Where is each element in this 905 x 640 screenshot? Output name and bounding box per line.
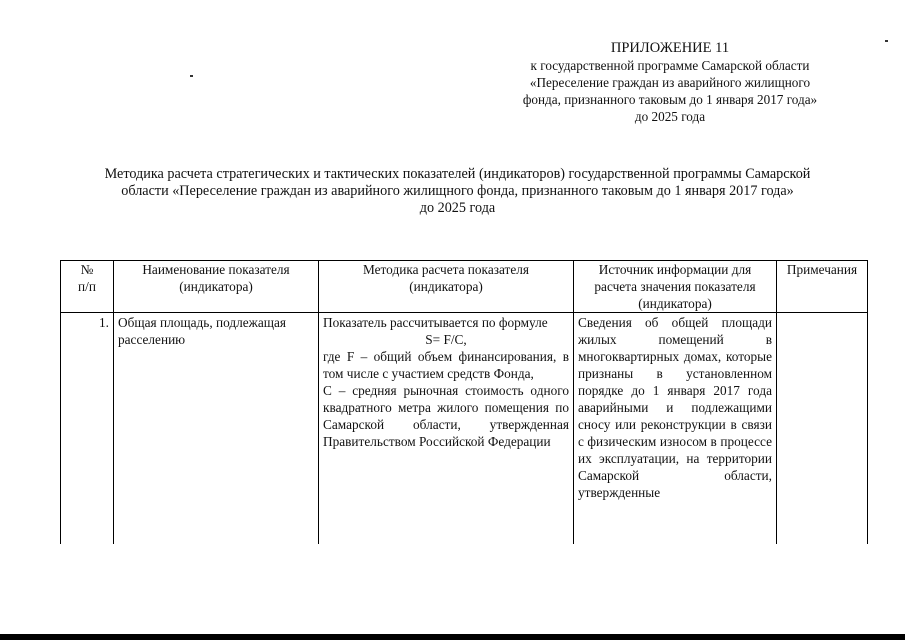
row-number: 1. bbox=[61, 313, 114, 545]
method-intro: Показатель рассчитывается по формуле bbox=[323, 315, 548, 330]
row-indicator-name: Общая площадь, подлежащая расселению bbox=[114, 313, 319, 545]
scan-speck bbox=[190, 75, 193, 77]
appendix-line: «Переселение граждан из аварийного жилищного bbox=[529, 75, 811, 90]
document-title bbox=[60, 166, 855, 217]
appendix-line: фонда, признанного таковым до 1 января 2017 года» bbox=[522, 92, 818, 107]
appendix-line: к государственной программе Самарской области bbox=[530, 58, 810, 73]
appendix-block bbox=[440, 40, 900, 125]
scan-border bbox=[0, 634, 905, 640]
header-number: № п/п bbox=[61, 261, 114, 313]
appendix-line: до 2025 года bbox=[634, 109, 706, 124]
header-notes: Примечания bbox=[777, 261, 868, 313]
method-where-f: где F – общий объем финансирования, в том числе с участием средств Фонда, bbox=[323, 349, 569, 381]
header-method: Методика расчета показателя (индикатора) bbox=[319, 261, 574, 313]
appendix-heading: ПРИЛОЖЕНИЕ 11 bbox=[610, 40, 730, 56]
title-line: до 2025 года bbox=[419, 200, 496, 216]
method-formula: S= F/C, bbox=[425, 332, 467, 347]
title-line: области «Переселение граждан из аварийного жилищного фонда, признанного таковым до 1 января 2017 года» bbox=[121, 183, 794, 199]
header-source: Источник информации для расчета значения показателя (индикатора) bbox=[574, 261, 777, 313]
indicators-table bbox=[60, 260, 868, 544]
table-header-row bbox=[61, 261, 868, 313]
row-source: Сведения об общей площади жилых помещений в многоквартирных домах, которые признаны в установленном порядке до 1 января 2017 года аварийными и подлежащими сносу или реконструкции в связи с физическим износом в процессе их эксплуатации, на территории Самарской области, утвержденные bbox=[574, 313, 777, 545]
header-indicator-name: Наименование показателя (индикатора) bbox=[114, 261, 319, 313]
table-row bbox=[61, 313, 868, 545]
method-c-definition: С – средняя рыночная стоимость одного квадратного метра жилого помещения по Самарской области, утвержденная Правительством Российской Федерации bbox=[323, 383, 569, 449]
row-method bbox=[319, 313, 574, 545]
row-notes bbox=[777, 313, 868, 545]
scan-speck bbox=[885, 40, 888, 42]
title-line: Методика расчета стратегических и тактических показателей (индикаторов) государственной программы Самарской bbox=[104, 166, 811, 182]
